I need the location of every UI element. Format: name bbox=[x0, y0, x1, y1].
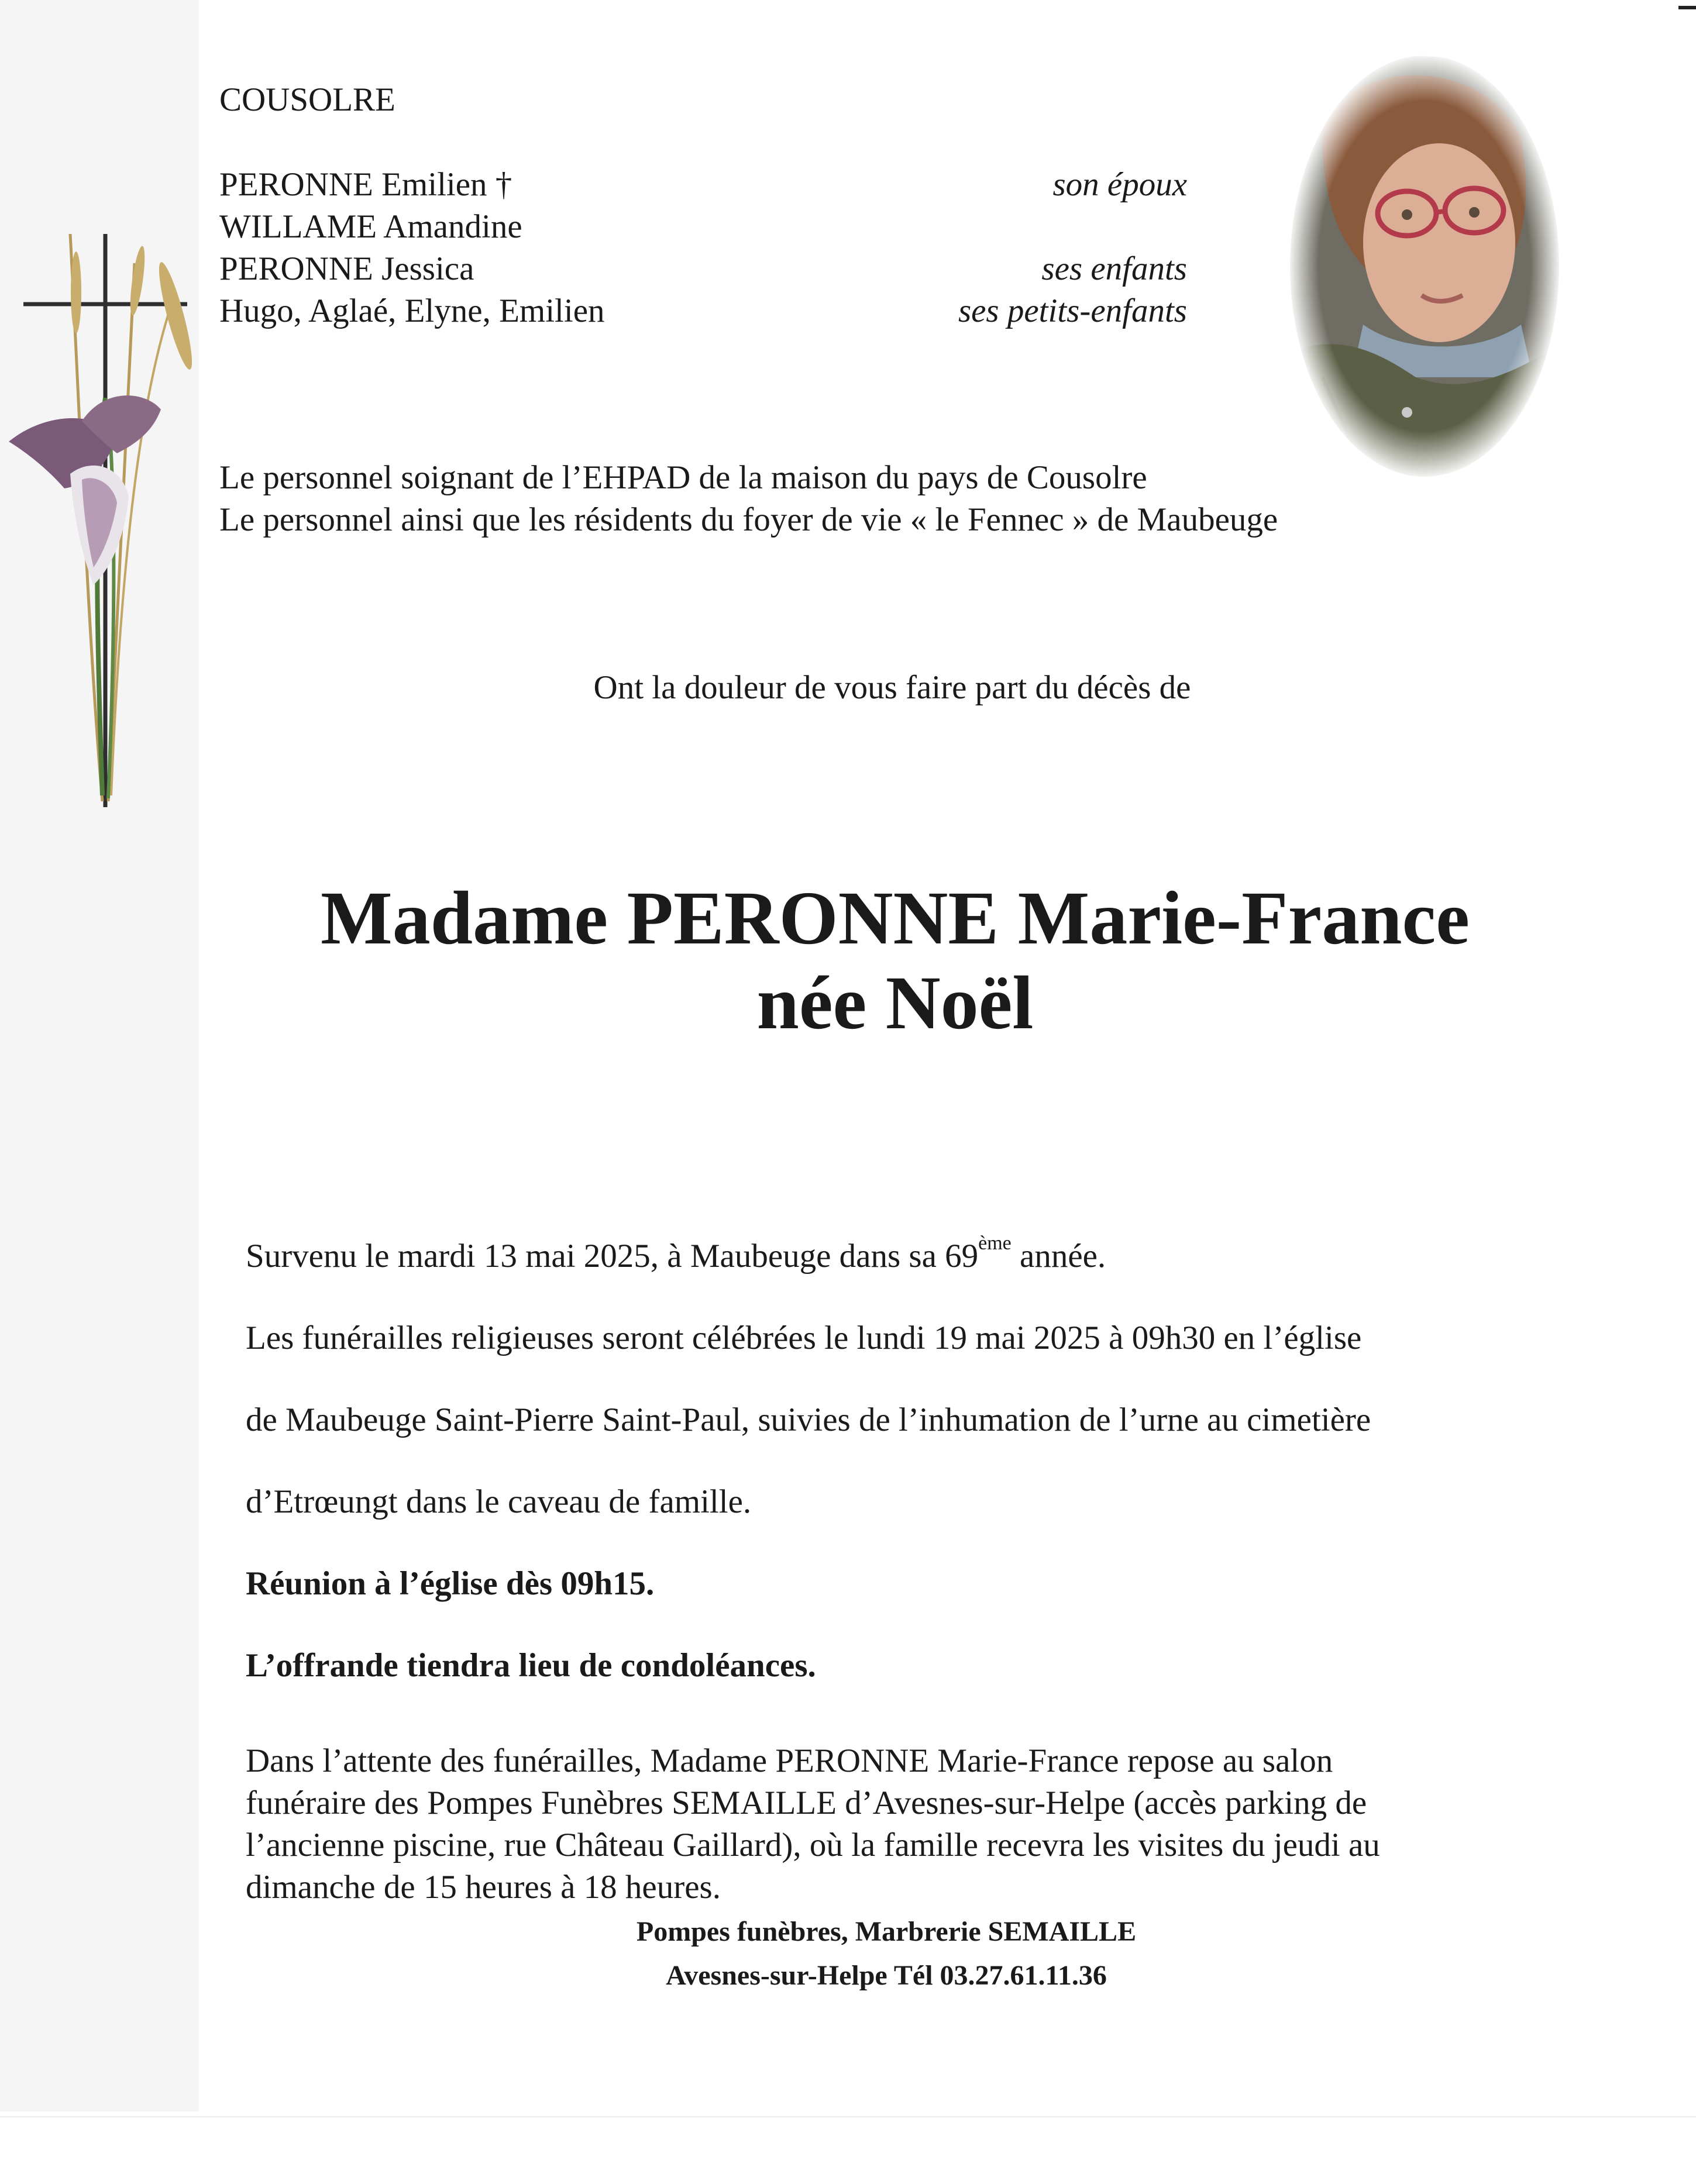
family-relation: son époux bbox=[1052, 166, 1187, 203]
rest-line: l’ancienne piscine, rue Château Gaillard), où la famille recevra les visites du jeudi au bbox=[246, 1827, 1380, 1863]
offering-notice: L’offrande tiendra lieu de condoléances. bbox=[246, 1647, 816, 1684]
staff-line: Le personnel ainsi que les résidents du foyer de vie « le Fennec » de Maubeuge bbox=[219, 501, 1278, 538]
ordinal-suffix: ème bbox=[978, 1232, 1012, 1254]
family-member-name: PERONNE Emilien † bbox=[219, 166, 512, 203]
funeral-home-name: Pompes funèbres, Marbrerie SEMAILLE bbox=[636, 1916, 1137, 1947]
family-relation: ses enfants bbox=[1041, 250, 1187, 287]
family-relation: ses petits-enfants bbox=[958, 292, 1187, 329]
announcement-line: Ont la douleur de vous faire part du décès de bbox=[593, 669, 1191, 706]
family-member-name: PERONNE Jessica bbox=[219, 250, 474, 287]
funeral-home-contact: Avesnes-sur-Helpe Tél 03.27.61.11.36 bbox=[666, 1960, 1107, 1991]
town-name: COUSOLRE bbox=[219, 81, 395, 118]
meeting-notice: Réunion à l’église dès 09h15. bbox=[246, 1565, 655, 1602]
rest-line: Dans l’attente des funérailles, Madame PERONNE Marie-France repose au salon bbox=[246, 1742, 1333, 1779]
corner-mark bbox=[1678, 6, 1696, 9]
cross-lily-icon bbox=[0, 222, 211, 819]
rest-line: dimanche de 15 heures à 18 heures. bbox=[246, 1869, 721, 1906]
funeral-line: Les funérailles religieuses seront célébrées le lundi 19 mai 2025 à 09h30 en l’église bbox=[246, 1320, 1362, 1356]
funeral-line: de Maubeuge Saint-Pierre Saint-Paul, suivies de l’inhumation de l’urne au cimetière bbox=[246, 1401, 1371, 1438]
family-member-name: WILLAME Amandine bbox=[219, 208, 522, 245]
staff-line: Le personnel soignant de l’EHPAD de la maison du pays de Cousolre bbox=[219, 459, 1147, 496]
deceased-maiden-name: née Noël bbox=[756, 961, 1034, 1045]
death-notice-text: Survenu le mardi 13 mai 2025, à Maubeuge dans sa 69 bbox=[246, 1238, 979, 1274]
bottom-rule bbox=[0, 2116, 1696, 2117]
portrait-photo bbox=[1287, 50, 1562, 483]
family-member-name: Hugo, Aglaé, Elyne, Emilien bbox=[219, 292, 605, 329]
funeral-line: d’Etrœungt dans le caveau de famille. bbox=[246, 1483, 752, 1520]
death-notice bbox=[246, 1232, 1106, 1275]
death-notice-end: année. bbox=[1011, 1238, 1106, 1274]
deceased-name: Madame PERONNE Marie-France bbox=[321, 876, 1470, 960]
rest-line: funéraire des Pompes Funèbres SEMAILLE d’Avesnes-sur-Helpe (accès parking de bbox=[246, 1785, 1367, 1821]
